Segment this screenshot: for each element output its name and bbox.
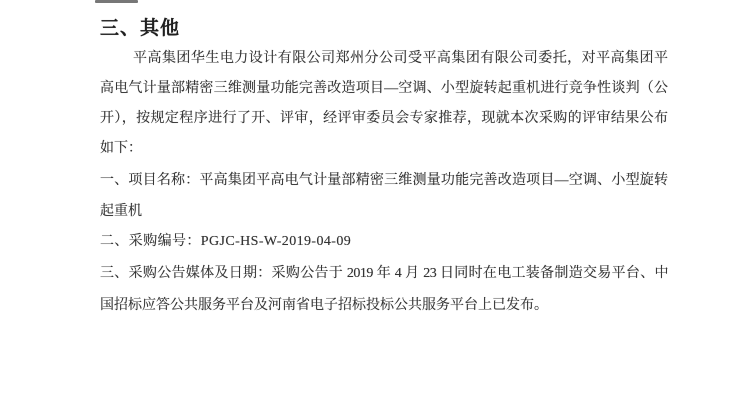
item-project-name-line-1: 一、项目名称：平高集团平高电气计量部精密三维测量功能完善改造项目—空调、小型旋转 xyxy=(100,173,668,188)
intro-paragraph-line-2: 高电气计量部精密三维测量功能完善改造项目—空调、小型旋转起重机进行竞争性谈判（公 xyxy=(100,81,668,96)
item-announcement-media-line-2: 国招标应答公共服务平台及河南省电子招标投标公共服务平台上已发布。 xyxy=(100,298,548,313)
item-project-name-line-2: 起重机 xyxy=(100,204,142,219)
intro-paragraph-line-1: 平高集团华生电力设计有限公司郑州分公司受平高集团有限公司委托，对平高集团平 xyxy=(133,51,668,66)
cropped-text-fragment xyxy=(95,0,138,3)
section-heading: 三、其他 xyxy=(100,18,181,39)
item-announcement-media-line-1: 三、采购公告媒体及日期：采购公告于 2019 年 4 月 23 日同时在电工装备制造交易平台、中 xyxy=(100,266,668,281)
item-procurement-number: 二、采购编号：PGJC-HS-W-2019-04-09 xyxy=(100,234,352,249)
intro-paragraph-line-4: 如下： xyxy=(100,141,142,156)
intro-paragraph-line-3: 开），按规定程序进行了开、评审，经评审委员会专家推荐，现就本次采购的评审结果公布 xyxy=(100,111,668,126)
